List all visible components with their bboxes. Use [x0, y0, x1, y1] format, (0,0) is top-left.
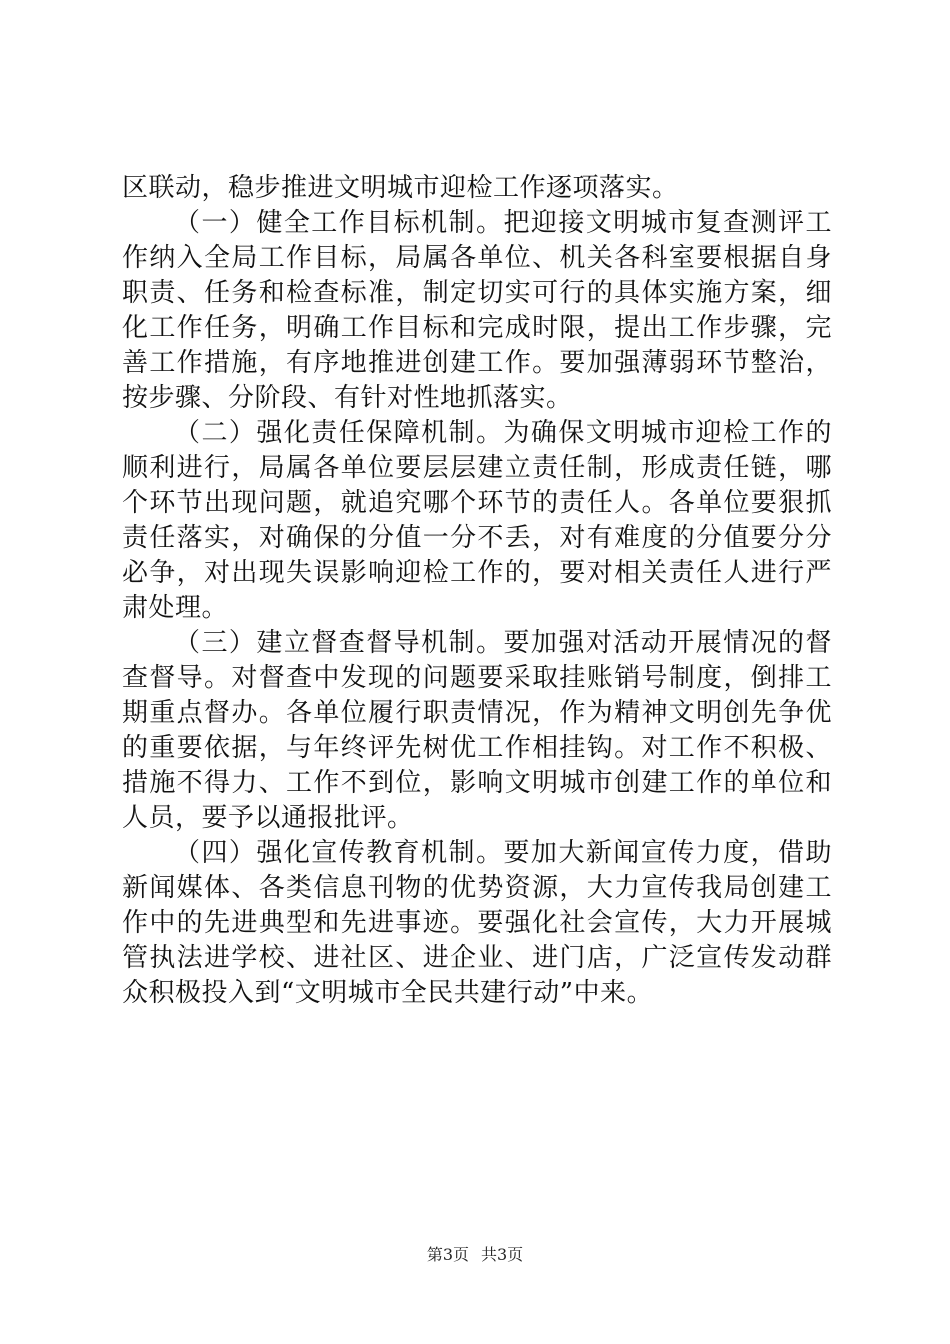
- document-body: [122, 171, 832, 1011]
- page-number: 第3页: [426, 1245, 469, 1264]
- paragraph-section-2: （二）强化责任保障机制。为确保文明城市迎检工作的顺利进行，局属各单位要层层建立责任制，形成责任链，哪个环节出现问题，就追究哪个环节的责任人。各单位要狠抓责任落实，对确保的分值一分不丢，对有难度的分值要分分必争，对出现失误影响迎检工作的，要对相关责任人进行严肃处理。: [122, 418, 832, 623]
- paragraph-section-4: （四）强化宣传教育机制。要加大新闻宣传力度，借助新闻媒体、各类信息刊物的优势资源，大力宣传我局创建工作中的先进典型和先进事迹。要强化社会宣传，大力开展城管执法进学校、进社区、进企业、进门店，广泛宣传发动群众积极投入到“文明城市全民共建行动”中来。: [122, 838, 832, 1008]
- paragraph-section-3: （三）建立督查督导机制。要加强对活动开展情况的督查督导。对督查中发现的问题要采取挂账销号制度，倒排工期重点督办。各单位履行职责情况，作为精神文明创先争优的重要依据，与年终评先树优工作相挂钩。对工作不积极、措施不得力、工作不到位，影响文明城市创建工作的单位和人员，要予以通报批评。: [122, 628, 832, 833]
- page-total: 共3页: [481, 1245, 524, 1264]
- paragraph-section-1: （一）健全工作目标机制。把迎接文明城市复查测评工作纳入全局工作目标，局属各单位、机关各科室要根据自身职责、任务和检查标准，制定切实可行的具体实施方案，细化工作任务，明确工作目标和完成时限，提出工作步骤，完善工作措施，有序地推进创建工作。要加强薄弱环节整治，按步骤、分阶段、有针对性地抓落实。: [122, 208, 832, 413]
- page-footer: [0, 1245, 950, 1265]
- paragraph-continuation: 区联动，稳步推进文明城市迎检工作逐项落实。: [122, 173, 679, 203]
